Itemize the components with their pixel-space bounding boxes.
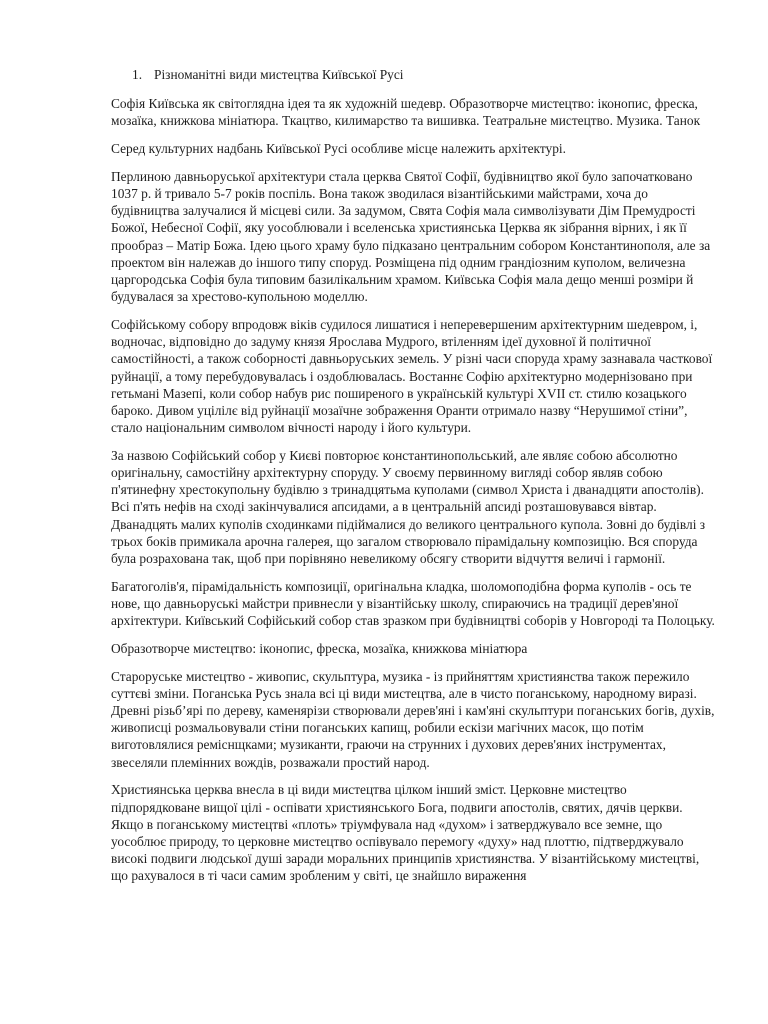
section-heading [111,66,717,83]
heading-title: Різноманітні види мистецтва Київської Русі [154,67,404,82]
paragraph-old-rus-art: Староруське мистецтво - живопис, скульптура, музика - із прийняттям християнства також пережило суттєві зміни. Поганська Русь знала всі ці види мистецтва, але в чисто поганському, народному виразі. Древні різьб’ярі по дереву, каменярізи створювали дерев'яні і кам'яні скульптури поганських богів, духів, живописці розмальовували стіни поганських капищ, робили ескізи магічних масок, що потім виготовлялися реміснщками; музиканти, граючи на струнних і духових дерев'яних інструментах, звеселяли племінних вождів, розважали простий народ. [111,668,715,770]
paragraph-sophia-history: Софійському собору впродовж віків судилося лишатися і неперевершеним архітектурним шедевром, і, водночас, відповідно до задуму князя Ярослава Мудрого, втіленням ідеї духовної й політичної самостійності, а також соборності давньоруських земель. У різні часи споруда храму зазнавала часткової руйнації, а тому перебудовувалась і оздоблювалась. Востаннє Софію архітектурно модернізовано при гетьмані Мазепі, коли собор набув рис поширеного в українській культурі XVII ст. стилю козацького бароко. Дивом уцілілє від руйнації мозаїчне зображення Оранти отримало назву “Нерушимої стіни”, стало національним символом вічності народу і його культури. [111,316,713,436]
paragraph-christian-church-art: Християнська церква внесла в ці види мистецтва цілком інший зміст. Церковне мистецтво підпорядковане вищої цілі - оспівати християнського Бога, подвиги апостолів, святих, дячів церкви. Якщо в поганському мистецтві «плоть» тріумфувала над «духом» і затверджувало все земне, що уособлює природу, то церковне мистецтво оспівувало перемогу «духу» над плоттю, підтверджувало високі подвиги людської душі заради моральних принципів християнства. У візантійському мистецтві, що рахувалося в ті часи самим зробленим у світі, це знайшло вираження [111,782,700,884]
paragraph-sophia-innovations: Багатоголів'я, пірамідальність композиції, оригінальна кладка, шоломоподібна форма куполів - ось те нове, що давньоруські майстри привнесли у візантійську школу, спираючись на традиції дерев'яної архітектури. Київський Софійський собор став зразком при будівництві соборів у Новгороді та Полоцьку. [111,578,715,629]
document-page [111,66,717,895]
paragraph-sophia-church: Перлиною давньоруської архітектури стала церква Святої Софії, будівництво якої було започатковано 1037 р. й тривало 5-7 років поспіль. Вона також зводилася візантійськими майстрами, хоча до будівництва залучалися й місцеві сили. За задумом, Свята Софія мала символізувати Дім Премудрості Божої, Небесної Софії, яку уособлювали і вселенська християнська Церква як зібрання вірних, і як її прообраз – Матір Божа. Ідею цього храму було підказано центральним собором Константинополя, але за проектом він належав до іншого типу споруд. Розміщена під одним грандіозним куполом, величезна царгородська Софія була типовим базилікальним храмом. Київська Софія мала дещо менші розміри й будувалася за хрестово-купольною моделлю. [111,168,711,305]
paragraph-architecture-intro: Серед культурних надбань Київської Русі особливе місце належить архітектурі. [111,141,566,157]
heading-number: 1. [132,67,143,82]
paragraph-visual-arts-subtitle: Образотворче мистецтво: іконопис, фреска, мозаїка, книжкова мініатюра [111,640,528,656]
paragraph-sophia-structure: За назвою Софійський собор у Києві повторює константинопольський, але являє собою абсолютно оригінальну, самостійну архітектурну споруду. У своєму первинному вигляді собор являв собою п'ятинефну хрестокупольну будівлю з тринадцятьма куполами (символ Христа і дванадцяти апостолів). Всі п'ять нефів на сході закінчувалися апсидами, а в центральній апсиді розташовувався вівтар. Дванадцять малих куполів сходинками підіймалися до великого центрального купола. Зовні до будівлі з трьох боків примикала арочна галерея, що загалом створювало пірамідальну композицію. Вся споруда була розрахована так, щоб при порівняно невеликому обсягу створити відчуття величі і гармонії. [111,447,706,567]
paragraph-intro-topics: Софія Київська як світоглядна ідея та як художній шедевр. Образотворче мистецтво: іконопис, фреска, мозаїка, книжкова мініатюра. Ткацтво, килимарство та вишивка. Театральне мистецтво. Музика. Танок [111,96,701,129]
